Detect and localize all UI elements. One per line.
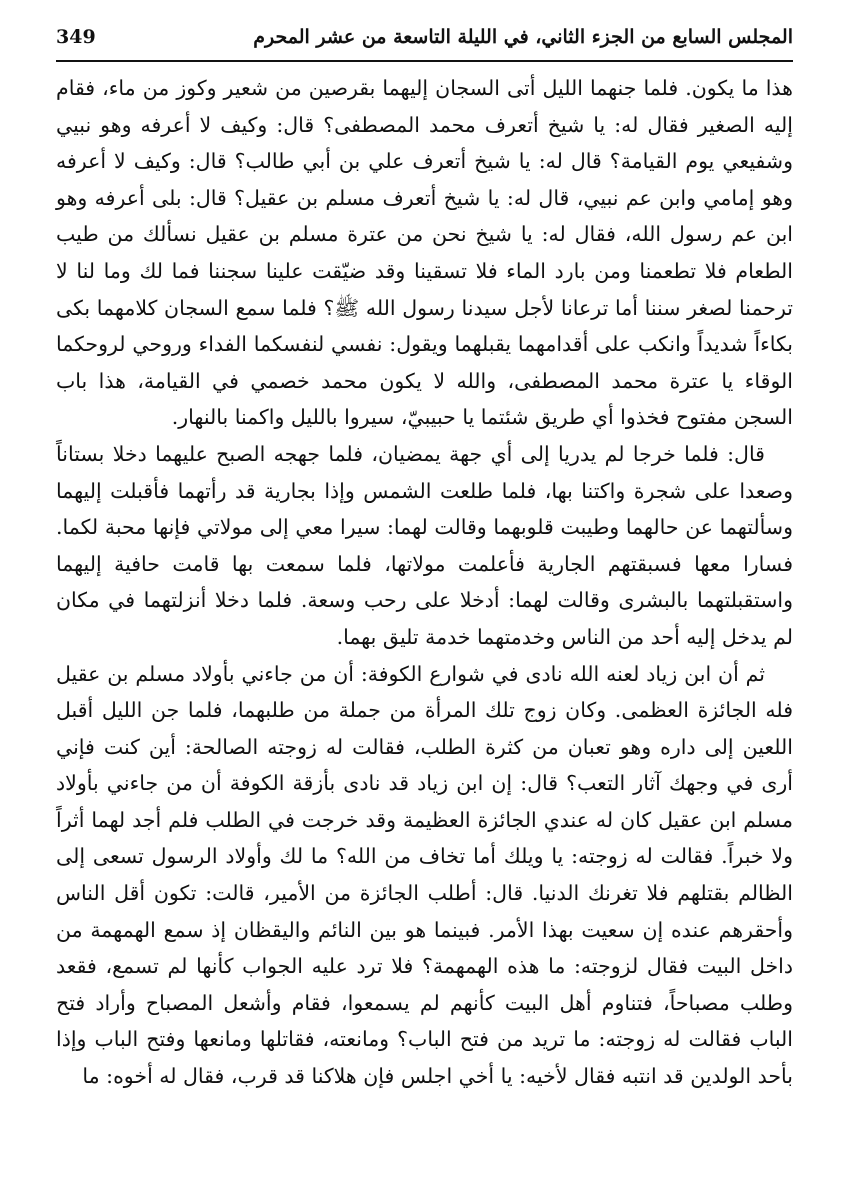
header-title: المجلس السابع من الجزء الثاني، في الليلة التاسعة من عشر المحرم (253, 26, 793, 48)
page-number: 349 (56, 26, 96, 48)
running-header (56, 22, 793, 56)
paragraph-2: قال: فلما خرجا لم يدريا إلى أي جهة يمضيان، فلما جهجه الصبح عليهما دخلا بستاناً وصعدا على شجرة واكتنا بها، فلما طلعت الشمس وإذا بجارية قد رأتهما فأقبلت إليهما وسألتهما عن حالهما وطيبت قلوبهما وقالت لهما: سيرا معي إلى مولاتي فإنها محبة لكما. فسارا معها فسبقتهم الجارية فأعلمت مولاتها، فلما سمعت بها قامت حافية إليهما واستقبلتهما بالبشرى وقالت لهما: أدخلا على رحب وسعة. فلما دخلا أنزلتهما في مكان لم يدخل إليه أحد من الناس وخدمتهما خدمة تليق بهما. (56, 441, 793, 649)
paragraph-1: هذا ما يكون. فلما جنهما الليل أتى السجان إليهما بقرصين من شعير وكوز من ماء، فقام إليه الصغير فقال له: يا شيخ أتعرف محمد المصطفى؟ قال: وكيف لا أعرفه وهو نبيي وشفيعي يوم القيامة؟ قال له: يا شيخ أتعرف علي بن أبي طالب؟ قال: وكيف لا أعرفه وهو إمامي وابن عم نبيي، قال له: يا شيخ أتعرف مسلم بن عقيل؟ قال: بلى أعرفه وهو ابن عم رسول الله، فقال له: يا شيخ نحن من عترة مسلم بن عقيل نسألك من طيب الطعام فلا تطعمنا ومن بارد الماء فلا تسقينا وقد ضيّقت علينا سجننا فما لك وما لنا لا ترحمنا لصغر سننا أما ترعانا لأجل سيدنا رسول الله ﷺ؟ فلما سمع السجان كلامهما بكى بكاءاً شديداً وانكب على أقدامهما يقبلهما ويقول: نفسي لنفسكما الفداء وروحي لروحكما الوقاء يا عترة محمد المصطفى، والله لا يكون محمد خصمي في القيامة، هذا باب السجن مفتوح فخذوا أي طريق شئتما يا حبيبيّ، سيروا بالليل واكمنا بالنهار. (56, 76, 793, 430)
paragraph-3: ثم أن ابن زياد لعنه الله نادى في شوارع الكوفة: أن من جاءني بأولاد مسلم بن عقيل فله الجائزة العظمى. وكان زوج تلك المرأة من جملة من طلبهما، فلما جن الليل أقبل اللعين إلى داره وهو تعبان من كثرة الطلب، فقالت له زوجته الصالحة: أين كنت فإني أرى في وجهك آثار التعب؟ قال: إن ابن زياد قد نادى بأزقة الكوفة أن من جاءني بأولاد مسلم ابن عقيل كان له عندي الجائزة العظيمة وقد خرجت في الطلب فلم أجد لهما أثراً ولا خبراً. فقالت له زوجته: يا ويلك أما تخاف من الله؟ ما لك وأولاد الرسول تسعى إلى الظالم بقتلهم فلا تغرنك الدنيا. قال: أطلب الجائزة من الأمير، قالت: تكون أقل الناس وأحقرهم عنده إن سعيت بهذا الأمر. فبينما هو بين النائم واليقظان إذ سمع الهمهمة من داخل البيت فقال لزوجته: ما هذه الهمهمة؟ فلا ترد عليه الجواب كأنها لم تسمع، فقعد وطلب مصباحاً، فتناوم أهل البيت كأنهم لم يسمعوا، فقام وأشعل المصباح وأراد فتح الباب فقالت له زوجته: ما تريد من فتح الباب؟ ومانعته، فقاتلها ومانعها وفتح الباب وإذا بأحد الولدين قد انتبه فقال لأخيه: يا أخي اجلس فإن هلاكنا قد قرب، فقال له أخوه: ما (56, 661, 793, 1089)
body-text (56, 70, 793, 1095)
header-divider (56, 60, 793, 62)
